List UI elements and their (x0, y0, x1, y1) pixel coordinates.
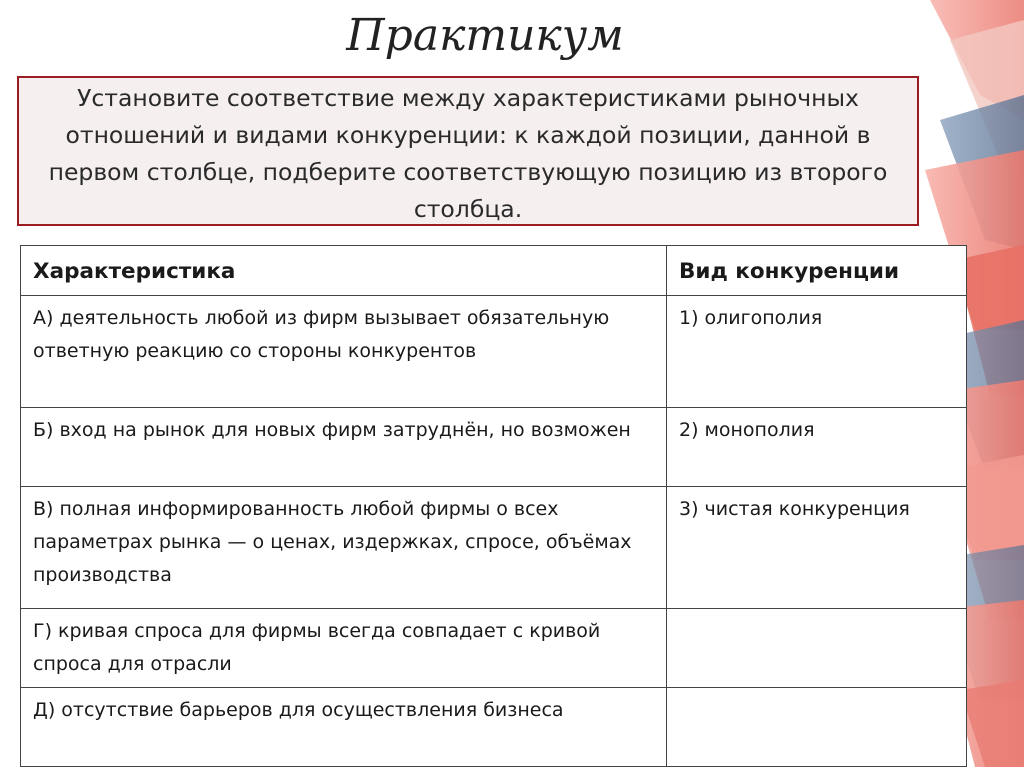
table-header-row (21, 246, 967, 296)
table-row (21, 408, 967, 487)
table-row (21, 296, 967, 408)
header-competition-type: Вид конкуренции (667, 246, 967, 296)
characteristic-cell: Г) кривая спроса для фирмы всегда совпадает с кривой спроса для отрасли (21, 609, 667, 688)
header-characteristic: Характеристика (21, 246, 667, 296)
table-row (21, 609, 967, 688)
task-instructions: Установите соответствие между характеристиками рыночных отношений и видами конкуренции: к каждой позиции, данной в первом столбце, подберите соответствующую позицию из второго столбца. (17, 76, 919, 226)
matching-table (20, 245, 967, 767)
table-row (21, 688, 967, 767)
competition-cell: 3) чистая конкуренция (667, 487, 967, 609)
table-row (21, 487, 967, 609)
competition-cell (667, 688, 967, 767)
competition-cell: 1) олигополия (667, 296, 967, 408)
characteristic-cell: Д) отсутствие барьеров для осуществления бизнеса (21, 688, 667, 767)
competition-cell: 2) монополия (667, 408, 967, 487)
competition-cell (667, 609, 967, 688)
characteristic-cell: Б) вход на рынок для новых фирм затруднён, но возможен (21, 408, 667, 487)
characteristic-cell: В) полная информированность любой фирмы о всех параметрах рынка — о ценах, издержках, спросе, объёмах производства (21, 487, 667, 609)
slide-title: Практикум (346, 10, 624, 61)
characteristic-cell: А) деятельность любой из фирм вызывает обязательную ответную реакцию со стороны конкурентов (21, 296, 667, 408)
